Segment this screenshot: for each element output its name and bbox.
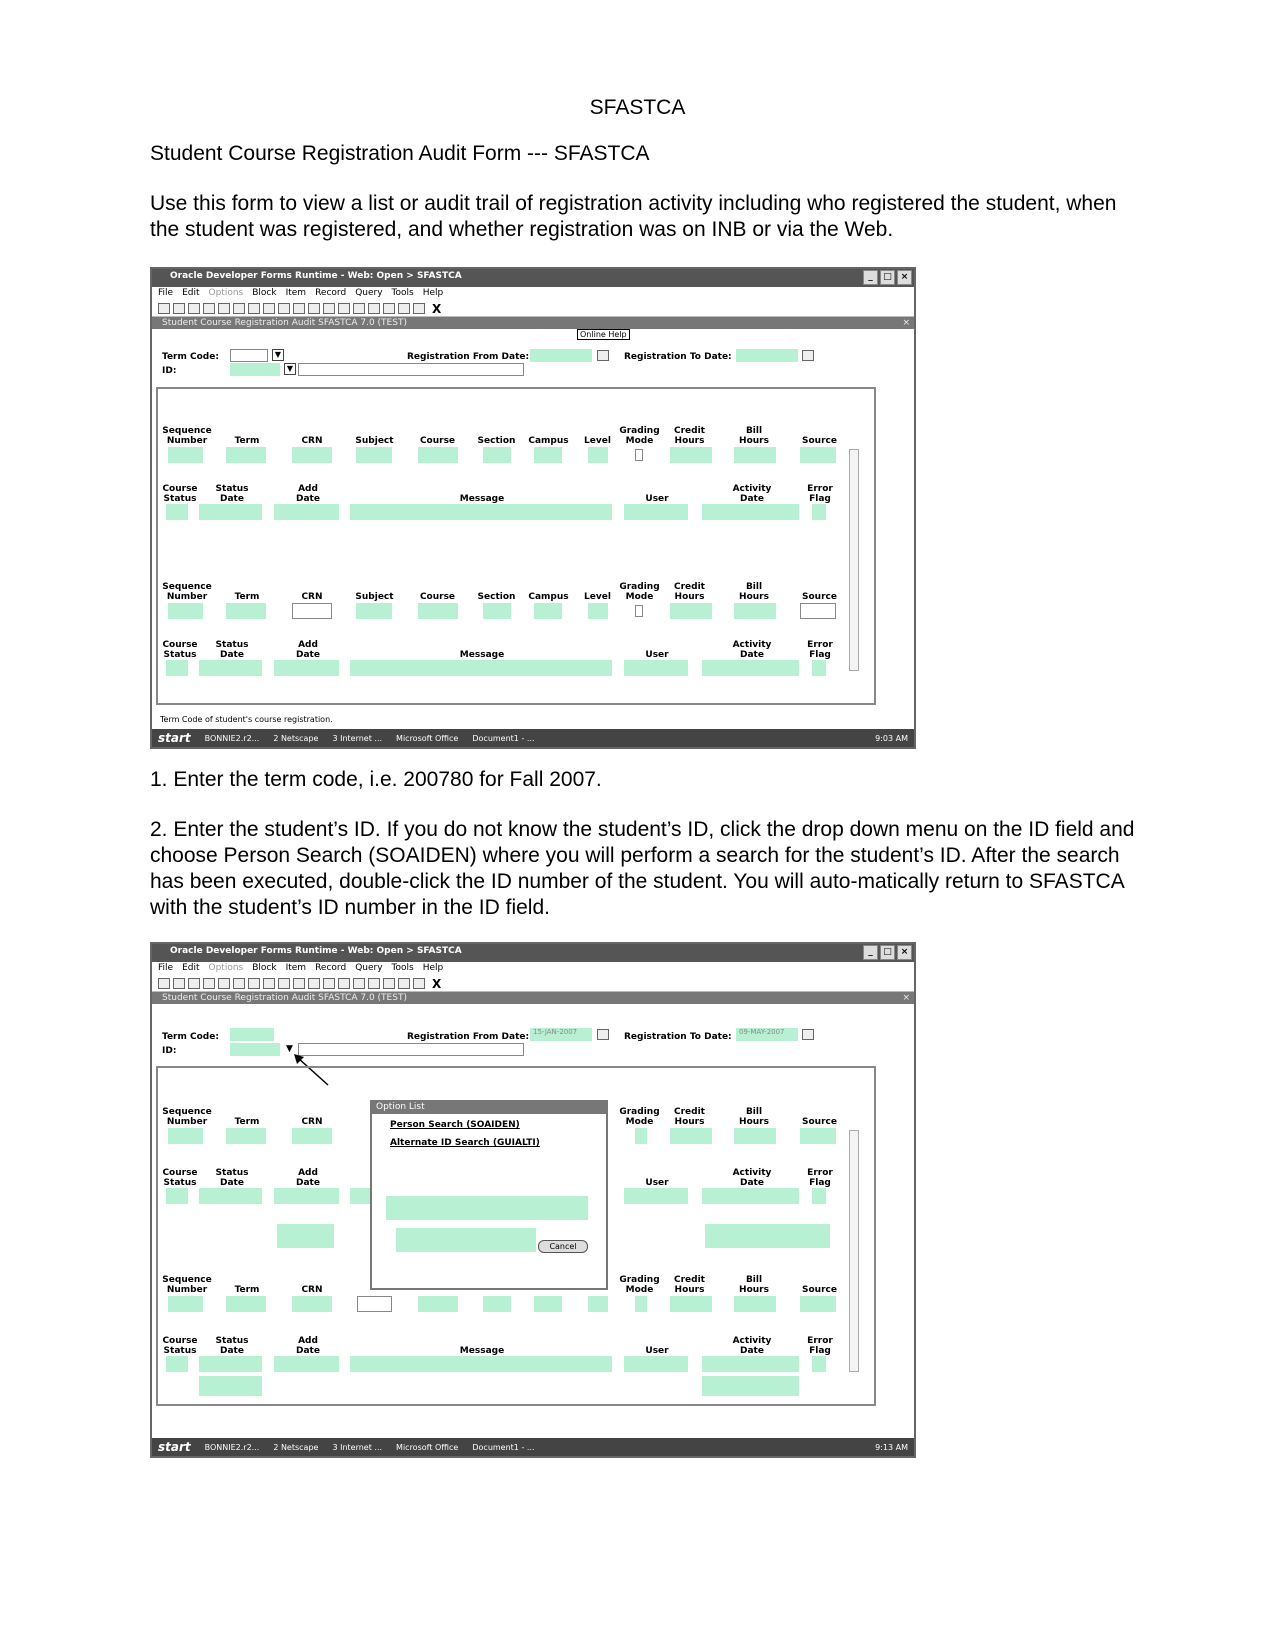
menu-file[interactable]: File: [158, 963, 174, 973]
activity-date-input[interactable]: [702, 504, 799, 520]
user-input[interactable]: [624, 504, 688, 520]
taskbar-item[interactable]: Document1 - ...: [472, 1442, 535, 1452]
taskbar-item[interactable]: 2 Netscape: [273, 1442, 319, 1452]
add-date-label: Add Date: [296, 1168, 320, 1188]
insert-record-icon[interactable]: [263, 978, 275, 989]
taskbar: [152, 1438, 914, 1456]
message-label: Message: [459, 1346, 505, 1356]
add-date-input[interactable]: [274, 1188, 339, 1204]
status-date-label: Status Date: [215, 1168, 249, 1188]
activity-date-label: Activity Date: [732, 1168, 772, 1188]
crn-input[interactable]: [292, 1128, 332, 1144]
online-help-icon[interactable]: [413, 978, 425, 989]
rollback-icon[interactable]: [173, 978, 185, 989]
seq-label: Sequence Number: [162, 1107, 212, 1127]
add-date-input[interactable]: [274, 660, 339, 676]
user-label: User: [645, 1178, 669, 1188]
credit-input[interactable]: [670, 1296, 712, 1312]
execute-query-icon[interactable]: [308, 978, 320, 989]
level-label: Level: [584, 592, 611, 602]
course-status-input[interactable]: [166, 1188, 188, 1204]
print-icon[interactable]: [188, 303, 200, 314]
close-icon[interactable]: ×: [897, 945, 912, 960]
add-date-label: Add Date: [296, 1336, 320, 1356]
exit-x-icon[interactable]: X: [432, 976, 442, 991]
status-date-input[interactable]: [199, 660, 262, 676]
user-input[interactable]: [624, 660, 688, 676]
grading-checkbox[interactable]: [635, 449, 643, 461]
reg-from-label: Registration From Date:: [407, 352, 530, 362]
id-label: ID:: [162, 366, 177, 376]
grading-checkbox[interactable]: [635, 605, 643, 617]
add-date-input[interactable]: [274, 1356, 339, 1372]
user-label: User: [645, 1346, 669, 1356]
delete-record-icon[interactable]: [278, 303, 290, 314]
id-dropdown-icon[interactable]: ▼: [286, 1044, 293, 1054]
toolbar: [152, 976, 914, 992]
course-status-input[interactable]: [166, 660, 188, 676]
enter-query-icon[interactable]: [293, 978, 305, 989]
credit-label: Credit Hours: [674, 582, 705, 602]
bill-input[interactable]: [734, 603, 776, 619]
error-flag-label: Error Flag: [807, 1336, 833, 1356]
list-values-icon[interactable]: [338, 978, 350, 989]
taskbar-item[interactable]: 3 Internet ...: [332, 1442, 383, 1452]
id-label: ID:: [162, 1046, 177, 1056]
bill-input[interactable]: [734, 1128, 776, 1144]
window-titlebar: [152, 269, 914, 287]
credit-input[interactable]: [670, 1128, 712, 1144]
enter-query-icon[interactable]: [293, 303, 305, 314]
name-display: [298, 363, 524, 376]
bill-input[interactable]: [734, 1296, 776, 1312]
menu-tools[interactable]: Tools: [391, 288, 414, 298]
close-icon[interactable]: ×: [897, 270, 912, 285]
level-label: Level: [584, 436, 611, 446]
source-label: Source: [802, 1117, 837, 1127]
calendar-icon[interactable]: [597, 350, 609, 361]
seq-input[interactable]: [168, 1296, 203, 1312]
campus-label: Campus: [528, 436, 569, 446]
term-label: Term: [234, 592, 260, 602]
execute-query-icon[interactable]: [308, 303, 320, 314]
form-title: Student Course Registration Audit SFASTCA 7.0 (TEST): [162, 318, 407, 328]
credit-label: Credit Hours: [674, 1275, 705, 1295]
term-code-label: Term Code:: [162, 1032, 219, 1042]
online-help-tooltip: Online Help: [577, 329, 630, 340]
grading-label: Grading Mode: [619, 1275, 660, 1295]
error-flag-label: Error Flag: [807, 484, 833, 504]
insert-record-icon[interactable]: [263, 303, 275, 314]
seq-input[interactable]: [168, 447, 203, 463]
message-input[interactable]: [350, 660, 612, 676]
help-icon[interactable]: [398, 303, 410, 314]
message-input[interactable]: [350, 1356, 612, 1372]
option-person-search[interactable]: Person Search (SOAIDEN): [390, 1120, 520, 1130]
course-status-label: Course Status: [162, 640, 198, 660]
reg-to-label: Registration To Date:: [624, 1032, 732, 1042]
previous-block-icon[interactable]: [203, 303, 215, 314]
print-icon[interactable]: [188, 978, 200, 989]
taskbar-clock: 9:13 AM: [875, 1442, 908, 1452]
activity-date-label: Activity Date: [732, 484, 772, 504]
add-date-label: Add Date: [296, 640, 320, 660]
bill-label: Bill Hours: [739, 1107, 769, 1127]
help-icon[interactable]: [398, 978, 410, 989]
crn-label: CRN: [301, 592, 323, 602]
course-input[interactable]: [418, 447, 458, 463]
seq-label: Sequence Number: [162, 582, 212, 602]
clear-icon[interactable]: [368, 978, 380, 989]
minimize-icon[interactable]: _: [863, 270, 878, 285]
course-status-label: Course Status: [162, 1336, 198, 1356]
taskbar-item[interactable]: Microsoft Office: [396, 1442, 459, 1452]
term-input[interactable]: [226, 1296, 266, 1312]
clear-icon[interactable]: [368, 303, 380, 314]
term-code-label: Term Code:: [162, 352, 219, 362]
grading-label: Grading Mode: [619, 582, 660, 602]
screenshot-1: [150, 267, 916, 749]
doc-title: SFASTCA: [589, 96, 686, 119]
reg-to-label: Registration To Date:: [624, 352, 732, 362]
menu-query[interactable]: Query: [355, 963, 383, 973]
exit-icon[interactable]: [383, 303, 395, 314]
grading-label: Grading Mode: [619, 426, 660, 446]
add-date-input[interactable]: [274, 504, 339, 520]
previous-block-icon[interactable]: [203, 978, 215, 989]
source-label: Source: [802, 436, 837, 446]
id-dropdown-icon[interactable]: ▼: [284, 363, 296, 375]
extra-field[interactable]: [199, 1376, 262, 1396]
form-close-icon[interactable]: ×: [902, 993, 910, 1003]
source-label: Source: [802, 1285, 837, 1295]
menu-item[interactable]: Item: [285, 288, 307, 298]
menu-record[interactable]: Record: [315, 288, 347, 298]
crn-label: CRN: [301, 1285, 323, 1295]
menu-edit[interactable]: Edit: [182, 288, 200, 298]
campus-label: Campus: [528, 592, 569, 602]
term-label: Term: [234, 1117, 260, 1127]
print-form-icon[interactable]: [353, 303, 365, 314]
seq-input[interactable]: [168, 603, 203, 619]
user-label: User: [645, 650, 669, 660]
user-input[interactable]: [624, 1188, 688, 1204]
exit-icon[interactable]: [383, 978, 395, 989]
minimize-icon[interactable]: _: [863, 945, 878, 960]
form-title: Student Course Registration Audit SFASTCA 7.0 (TEST): [162, 993, 407, 1003]
status-date-input[interactable]: [199, 1356, 262, 1372]
user-input[interactable]: [624, 1356, 688, 1372]
bill-label: Bill Hours: [739, 426, 769, 446]
menu-block[interactable]: Block: [252, 288, 277, 298]
term-input[interactable]: [226, 1128, 266, 1144]
save-icon[interactable]: [158, 303, 170, 314]
toolbar: [152, 301, 914, 317]
taskbar: [152, 729, 914, 747]
window-title: Oracle Developer Forms Runtime - Web: Open > SFASTCA: [170, 271, 462, 281]
menu-edit[interactable]: Edit: [182, 963, 200, 973]
message-input[interactable]: [350, 504, 612, 520]
subject-input[interactable]: [356, 603, 392, 619]
window-titlebar: [152, 944, 914, 962]
next-record-icon[interactable]: [233, 303, 245, 314]
exit-x-icon[interactable]: X: [432, 301, 442, 316]
next-record-icon[interactable]: [233, 978, 245, 989]
dialog-field: [396, 1228, 536, 1252]
activity-date-label: Activity Date: [732, 640, 772, 660]
message-label: Message: [459, 494, 505, 504]
option-list-dialog: [370, 1100, 608, 1290]
level-input[interactable]: [588, 603, 608, 619]
cancel-button[interactable]: Cancel: [538, 1240, 588, 1253]
taskbar-item[interactable]: 3 Internet ...: [332, 733, 383, 743]
activity-date-input[interactable]: [702, 1356, 799, 1372]
term-code-input[interactable]: [230, 1028, 274, 1041]
id-input[interactable]: [230, 1043, 280, 1056]
doc-intro: Use this form to view a list or audit trail of registration activity including who registered the student, when the student was registered, and whether registration was on INB or via the Web.: [150, 192, 1117, 241]
status-date-label: Status Date: [215, 1336, 249, 1356]
error-flag-label: Error Flag: [807, 1168, 833, 1188]
vertical-scrollbar[interactable]: [849, 449, 859, 671]
reg-to-input[interactable]: [736, 349, 798, 362]
next-block-icon[interactable]: [248, 303, 260, 314]
credit-input[interactable]: [670, 447, 712, 463]
course-status-input[interactable]: [166, 504, 188, 520]
user-label: User: [645, 494, 669, 504]
menu-options[interactable]: Options: [208, 963, 244, 973]
source-label: Source: [802, 592, 837, 602]
form-close-icon[interactable]: ×: [902, 318, 910, 328]
activity-date-input[interactable]: [702, 660, 799, 676]
taskbar-item[interactable]: BONNIE2.r2...: [204, 1442, 260, 1452]
doc-subtitle: Student Course Registration Audit Form --- SFASTCA: [150, 142, 650, 165]
term-label: Term: [234, 1285, 260, 1295]
calendar-icon[interactable]: [802, 1029, 814, 1040]
window-title: Oracle Developer Forms Runtime - Web: Open > SFASTCA: [170, 946, 462, 956]
menu-file[interactable]: File: [158, 288, 174, 298]
source-input[interactable]: [800, 1296, 836, 1312]
reg-from-input[interactable]: 15-JAN-2007: [530, 1028, 592, 1041]
credit-label: Credit Hours: [674, 426, 705, 446]
reg-to-input[interactable]: 09-MAY-2007: [736, 1028, 798, 1041]
subject-label: Subject: [355, 592, 394, 602]
crn-input[interactable]: [292, 447, 332, 463]
menu-bar: [152, 962, 914, 976]
activity-date-label: Activity Date: [732, 1336, 772, 1356]
subject-input[interactable]: [356, 447, 392, 463]
section-input[interactable]: [483, 1296, 511, 1312]
grading-label: Grading Mode: [619, 1107, 660, 1127]
taskbar-item[interactable]: Document1 - ...: [472, 733, 535, 743]
screenshot-2: [150, 942, 916, 1458]
term-label: Term: [234, 436, 260, 446]
add-date-label: Add Date: [296, 484, 320, 504]
taskbar-item[interactable]: Microsoft Office: [396, 733, 459, 743]
seq-label: Sequence Number: [162, 1275, 212, 1295]
crn-label: CRN: [301, 1117, 323, 1127]
doc-step-2: 2. Enter the student’s ID. If you do not know the student’s ID, click the drop down menu on the ID field and choose Person Search (SOAIDEN) where you will perform a search for the student’s ID. After the search has been executed, double-click the ID number of the student. You will auto-matically return to SFASTCA with the student’s ID number in the ID field.: [150, 818, 1135, 919]
source-input[interactable]: [800, 1128, 836, 1144]
seq-input[interactable]: [168, 1128, 203, 1144]
vertical-scrollbar[interactable]: [849, 1130, 859, 1372]
course-label: Course: [419, 592, 456, 602]
seq-label: Sequence Number: [162, 426, 212, 446]
doc-step-1: 1. Enter the term code, i.e. 200780 for Fall 2007.: [150, 768, 602, 791]
menu-item[interactable]: Item: [285, 963, 307, 973]
reg-from-input[interactable]: [530, 349, 592, 362]
section-input[interactable]: [483, 447, 511, 463]
course-status-label: Course Status: [162, 484, 198, 504]
start-button[interactable]: start: [158, 1440, 191, 1454]
next-block-icon[interactable]: [248, 978, 260, 989]
id-input[interactable]: [230, 363, 280, 376]
course-input[interactable]: [418, 1296, 458, 1312]
online-help-icon[interactable]: [413, 303, 425, 314]
delete-record-icon[interactable]: [278, 978, 290, 989]
campus-input[interactable]: [534, 447, 562, 463]
option-alternate-id-search[interactable]: Alternate ID Search (GUIALTI): [390, 1138, 540, 1148]
taskbar-item[interactable]: BONNIE2.r2...: [204, 733, 260, 743]
section-input[interactable]: [483, 603, 511, 619]
crn-label: CRN: [301, 436, 323, 446]
message-label: Message: [459, 650, 505, 660]
error-flag-input[interactable]: [812, 660, 826, 676]
crn-input[interactable]: [292, 603, 332, 619]
course-input[interactable]: [418, 603, 458, 619]
term-input[interactable]: [226, 447, 266, 463]
menu-record[interactable]: Record: [315, 963, 347, 973]
taskbar-item[interactable]: 2 Netscape: [273, 733, 319, 743]
form-titlebar: [152, 317, 914, 329]
level-input[interactable]: [588, 1296, 608, 1312]
status-date-input[interactable]: [199, 1188, 262, 1204]
crn-input[interactable]: [292, 1296, 332, 1312]
course-label: Course: [419, 436, 456, 446]
menu-options[interactable]: Options: [208, 288, 244, 298]
error-flag-input[interactable]: [812, 504, 826, 520]
course-status-label: Course Status: [162, 1168, 198, 1188]
menu-help[interactable]: Help: [422, 288, 444, 298]
status-date-input[interactable]: [199, 504, 262, 520]
status-bar: [152, 1424, 914, 1436]
section-label: Section: [477, 592, 516, 602]
print-form-icon[interactable]: [353, 978, 365, 989]
source-input[interactable]: [800, 603, 836, 619]
save-icon[interactable]: [158, 978, 170, 989]
menu-query[interactable]: Query: [355, 288, 383, 298]
extra-field[interactable]: [277, 1224, 334, 1248]
cancel-query-icon[interactable]: [323, 978, 335, 989]
calendar-icon[interactable]: [802, 350, 814, 361]
dialog-field: [386, 1196, 588, 1220]
cancel-query-icon[interactable]: [323, 303, 335, 314]
grading-input[interactable]: [635, 1128, 647, 1144]
extra-field[interactable]: [702, 1376, 799, 1396]
status-date-label: Status Date: [215, 640, 249, 660]
activity-date-input[interactable]: [702, 1188, 799, 1204]
menu-block[interactable]: Block: [252, 963, 277, 973]
previous-record-icon[interactable]: [218, 303, 230, 314]
menu-tools[interactable]: Tools: [391, 963, 414, 973]
term-code-dropdown-icon[interactable]: ▼: [272, 349, 284, 361]
list-values-icon[interactable]: [338, 303, 350, 314]
extra-field[interactable]: [705, 1224, 830, 1248]
message-input[interactable]: [350, 1188, 370, 1204]
bill-label: Bill Hours: [739, 582, 769, 602]
course-status-input[interactable]: [166, 1356, 188, 1372]
subject-input[interactable]: [357, 1296, 392, 1312]
subject-label: Subject: [355, 436, 394, 446]
status-bar: Term Code of student's course registration.: [160, 715, 333, 724]
credit-input[interactable]: [670, 603, 712, 619]
previous-record-icon[interactable]: [218, 978, 230, 989]
menu-bar: [152, 287, 914, 301]
term-input[interactable]: [226, 603, 266, 619]
term-code-input[interactable]: [230, 349, 268, 362]
error-flag-input[interactable]: [812, 1356, 826, 1372]
reg-from-label: Registration From Date:: [407, 1032, 530, 1042]
form-titlebar: [152, 992, 914, 1004]
maximize-icon[interactable]: □: [880, 270, 895, 285]
error-flag-input[interactable]: [812, 1188, 826, 1204]
source-input[interactable]: [800, 447, 836, 463]
rollback-icon[interactable]: [173, 303, 185, 314]
taskbar-clock: 9:03 AM: [875, 733, 908, 743]
credit-label: Credit Hours: [674, 1107, 705, 1127]
start-button[interactable]: start: [158, 731, 191, 745]
grading-input[interactable]: [635, 1296, 647, 1312]
bill-label: Bill Hours: [739, 1275, 769, 1295]
error-flag-label: Error Flag: [807, 640, 833, 660]
campus-input[interactable]: [534, 603, 562, 619]
section-label: Section: [477, 436, 516, 446]
campus-input[interactable]: [534, 1296, 562, 1312]
calendar-icon[interactable]: [597, 1029, 609, 1040]
option-list-title: Option List: [372, 1102, 606, 1114]
status-date-label: Status Date: [215, 484, 249, 504]
menu-help[interactable]: Help: [422, 963, 444, 973]
bill-input[interactable]: [734, 447, 776, 463]
maximize-icon[interactable]: □: [880, 945, 895, 960]
level-input[interactable]: [588, 447, 608, 463]
